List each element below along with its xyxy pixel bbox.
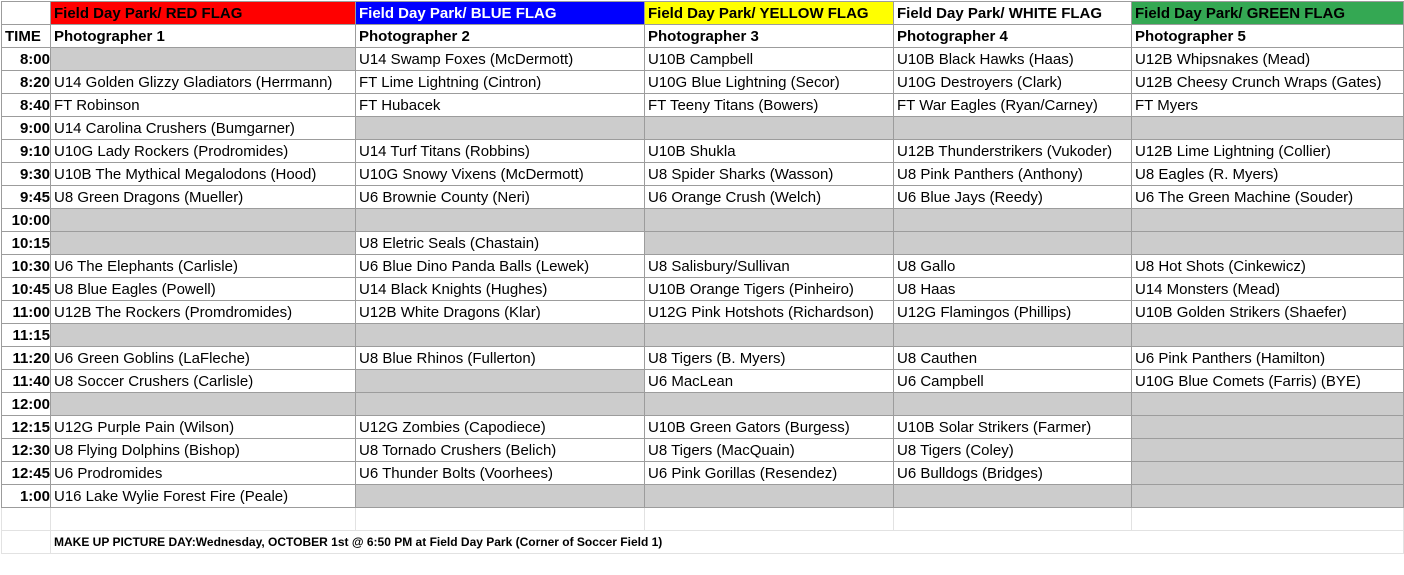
slot-photographer-4[interactable]: [894, 117, 1132, 140]
slot-photographer-4[interactable]: U8 Pink Panthers (Anthony): [894, 163, 1132, 186]
slot-photographer-5[interactable]: U10B Golden Strikers (Shaefer): [1132, 301, 1404, 324]
slot-photographer-4[interactable]: [894, 393, 1132, 416]
slot-photographer-3[interactable]: [645, 232, 894, 255]
slot-photographer-5[interactable]: [1132, 416, 1404, 439]
schedule-row: [2, 485, 1404, 508]
slot-photographer-3[interactable]: U8 Tigers (MacQuain): [645, 439, 894, 462]
schedule-row: [2, 278, 1404, 301]
schedule-row: [2, 370, 1404, 393]
slot-photographer-5[interactable]: [1132, 117, 1404, 140]
slot-photographer-2[interactable]: [356, 117, 645, 140]
slot-photographer-2[interactable]: [356, 485, 645, 508]
slot-photographer-1[interactable]: [51, 324, 356, 347]
time-cell[interactable]: 9:30: [2, 163, 51, 186]
slot-photographer-3[interactable]: [645, 117, 894, 140]
slot-photographer-1[interactable]: [51, 393, 356, 416]
slot-photographer-5[interactable]: FT Myers: [1132, 94, 1404, 117]
slot-photographer-4[interactable]: U10B Black Hawks (Haas): [894, 48, 1132, 71]
slot-photographer-4[interactable]: U6 Bulldogs (Bridges): [894, 462, 1132, 485]
flag-yellow-header[interactable]: Field Day Park/ YELLOW FLAG: [645, 2, 894, 25]
slot-photographer-5[interactable]: U14 Monsters (Mead): [1132, 278, 1404, 301]
time-cell[interactable]: 10:15: [2, 232, 51, 255]
slot-photographer-3[interactable]: [645, 393, 894, 416]
slot-photographer-5[interactable]: [1132, 232, 1404, 255]
slot-photographer-4[interactable]: [894, 232, 1132, 255]
time-cell[interactable]: 8:20: [2, 71, 51, 94]
slot-photographer-2[interactable]: FT Hubacek: [356, 94, 645, 117]
slot-photographer-2[interactable]: U14 Black Knights (Hughes): [356, 278, 645, 301]
slot-photographer-2[interactable]: U8 Eletric Seals (Chastain): [356, 232, 645, 255]
schedule-body: [2, 2, 1404, 508]
slot-photographer-3[interactable]: U6 Orange Crush (Welch): [645, 186, 894, 209]
empty-cell[interactable]: [1132, 508, 1404, 531]
slot-photographer-3[interactable]: U10B Green Gators (Burgess): [645, 416, 894, 439]
schedule-sheet: [1, 1, 1404, 554]
photographer-1-header[interactable]: Photographer 1: [51, 25, 356, 48]
empty-cell[interactable]: [2, 508, 51, 531]
slot-photographer-2[interactable]: U14 Swamp Foxes (McDermott): [356, 48, 645, 71]
slot-photographer-5[interactable]: U12B Cheesy Crunch Wraps (Gates): [1132, 71, 1404, 94]
slot-photographer-5[interactable]: [1132, 462, 1404, 485]
schedule-row: [2, 347, 1404, 370]
slot-photographer-5[interactable]: U10G Blue Comets (Farris) (BYE): [1132, 370, 1404, 393]
schedule-row: [2, 48, 1404, 71]
slot-photographer-5[interactable]: U8 Hot Shots (Cinkewicz): [1132, 255, 1404, 278]
slot-photographer-3[interactable]: U8 Salisbury/Sullivan: [645, 255, 894, 278]
schedule-row: [2, 301, 1404, 324]
photographer-2-header[interactable]: Photographer 2: [356, 25, 645, 48]
footer-row: [2, 531, 1404, 554]
schedule-row: [2, 117, 1404, 140]
slot-photographer-4[interactable]: U10B Solar Strikers (Farmer): [894, 416, 1132, 439]
time-header[interactable]: TIME: [2, 25, 51, 48]
time-cell[interactable]: 8:00: [2, 48, 51, 71]
time-cell[interactable]: 11:40: [2, 370, 51, 393]
schedule-row: [2, 71, 1404, 94]
slot-photographer-3[interactable]: [645, 209, 894, 232]
photographer-4-header[interactable]: Photographer 4: [894, 25, 1132, 48]
slot-photographer-4[interactable]: [894, 209, 1132, 232]
slot-photographer-3[interactable]: [645, 324, 894, 347]
empty-cell[interactable]: [356, 508, 645, 531]
slot-photographer-2[interactable]: FT Lime Lightning (Cintron): [356, 71, 645, 94]
slot-photographer-1[interactable]: FT Robinson: [51, 94, 356, 117]
slot-photographer-4[interactable]: U8 Cauthen: [894, 347, 1132, 370]
slot-photographer-3[interactable]: [645, 485, 894, 508]
photographer-3-header[interactable]: Photographer 3: [645, 25, 894, 48]
slot-photographer-1[interactable]: U6 Green Goblins (LaFleche): [51, 347, 356, 370]
schedule-row: [2, 439, 1404, 462]
photographer-row: [2, 25, 1404, 48]
slot-photographer-4[interactable]: [894, 324, 1132, 347]
slot-photographer-5[interactable]: [1132, 485, 1404, 508]
slot-photographer-2[interactable]: U12G Zombies (Capodiece): [356, 416, 645, 439]
empty-cell[interactable]: [2, 531, 51, 554]
time-cell[interactable]: 1:00: [2, 485, 51, 508]
slot-photographer-1[interactable]: U6 Prodromides: [51, 462, 356, 485]
time-cell[interactable]: 11:00: [2, 301, 51, 324]
slot-photographer-4[interactable]: U10G Destroyers (Clark): [894, 71, 1132, 94]
slot-photographer-3[interactable]: U10B Campbell: [645, 48, 894, 71]
time-cell[interactable]: 11:15: [2, 324, 51, 347]
slot-photographer-2[interactable]: U6 Thunder Bolts (Voorhees): [356, 462, 645, 485]
time-cell[interactable]: 9:45: [2, 186, 51, 209]
flag-red-header[interactable]: Field Day Park/ RED FLAG: [51, 2, 356, 25]
time-cell[interactable]: 12:30: [2, 439, 51, 462]
slot-photographer-1[interactable]: U16 Lake Wylie Forest Fire (Peale): [51, 485, 356, 508]
flag-row: [2, 2, 1404, 25]
empty-cell[interactable]: [645, 508, 894, 531]
schedule-row: [2, 209, 1404, 232]
slot-photographer-5[interactable]: U8 Eagles (R. Myers): [1132, 163, 1404, 186]
schedule-row: [2, 324, 1404, 347]
slot-photographer-1[interactable]: [51, 232, 356, 255]
slot-photographer-2[interactable]: U6 Brownie County (Neri): [356, 186, 645, 209]
schedule-row: [2, 416, 1404, 439]
schedule-row: [2, 393, 1404, 416]
time-cell[interactable]: 8:40: [2, 94, 51, 117]
photographer-5-header[interactable]: Photographer 5: [1132, 25, 1404, 48]
sheet-tail: [2, 508, 1404, 554]
slot-photographer-4[interactable]: U6 Blue Jays (Reedy): [894, 186, 1132, 209]
time-cell[interactable]: 11:20: [2, 347, 51, 370]
schedule-row: [2, 163, 1404, 186]
slot-photographer-1[interactable]: U8 Flying Dolphins (Bishop): [51, 439, 356, 462]
slot-photographer-4[interactable]: FT War Eagles (Ryan/Carney): [894, 94, 1132, 117]
corner-cell[interactable]: [2, 2, 51, 25]
flag-blue-header[interactable]: Field Day Park/ BLUE FLAG: [356, 2, 645, 25]
time-cell[interactable]: 12:00: [2, 393, 51, 416]
slot-photographer-5[interactable]: [1132, 393, 1404, 416]
slot-photographer-5[interactable]: [1132, 439, 1404, 462]
slot-photographer-3[interactable]: U10G Blue Lightning (Secor): [645, 71, 894, 94]
schedule-row: [2, 94, 1404, 117]
slot-photographer-1[interactable]: U12B The Rockers (Promdromides): [51, 301, 356, 324]
slot-photographer-5[interactable]: U6 The Green Machine (Souder): [1132, 186, 1404, 209]
schedule-row: [2, 186, 1404, 209]
slot-photographer-2[interactable]: U14 Turf Titans (Robbins): [356, 140, 645, 163]
time-cell[interactable]: 12:15: [2, 416, 51, 439]
slot-photographer-2[interactable]: [356, 324, 645, 347]
slot-photographer-4[interactable]: U8 Tigers (Coley): [894, 439, 1132, 462]
slot-photographer-4[interactable]: U8 Gallo: [894, 255, 1132, 278]
flag-white-header[interactable]: Field Day Park/ WHITE FLAG: [894, 2, 1132, 25]
slot-photographer-1[interactable]: U14 Golden Glizzy Gladiators (Herrmann): [51, 71, 356, 94]
slot-photographer-4[interactable]: U12G Flamingos (Phillips): [894, 301, 1132, 324]
slot-photographer-2[interactable]: U12B White Dragons (Klar): [356, 301, 645, 324]
time-cell[interactable]: 12:45: [2, 462, 51, 485]
slot-photographer-5[interactable]: [1132, 324, 1404, 347]
slot-photographer-1[interactable]: [51, 48, 356, 71]
slot-photographer-4[interactable]: U8 Haas: [894, 278, 1132, 301]
slot-photographer-5[interactable]: U12B Whipsnakes (Mead): [1132, 48, 1404, 71]
slot-photographer-5[interactable]: U6 Pink Panthers (Hamilton): [1132, 347, 1404, 370]
slot-photographer-3[interactable]: U6 MacLean: [645, 370, 894, 393]
slot-photographer-4[interactable]: [894, 485, 1132, 508]
slot-photographer-1[interactable]: U6 The Elephants (Carlisle): [51, 255, 356, 278]
slot-photographer-2[interactable]: U6 Blue Dino Panda Balls (Lewek): [356, 255, 645, 278]
empty-cell[interactable]: [51, 508, 356, 531]
time-cell[interactable]: 9:10: [2, 140, 51, 163]
slot-photographer-3[interactable]: U10B Shukla: [645, 140, 894, 163]
slot-photographer-5[interactable]: U12B Lime Lightning (Collier): [1132, 140, 1404, 163]
slot-photographer-3[interactable]: U6 Pink Gorillas (Resendez): [645, 462, 894, 485]
slot-photographer-1[interactable]: U8 Green Dragons (Mueller): [51, 186, 356, 209]
slot-photographer-1[interactable]: [51, 209, 356, 232]
slot-photographer-1[interactable]: U8 Soccer Crushers (Carlisle): [51, 370, 356, 393]
slot-photographer-2[interactable]: [356, 370, 645, 393]
slot-photographer-3[interactable]: U8 Spider Sharks (Wasson): [645, 163, 894, 186]
slot-photographer-2[interactable]: [356, 209, 645, 232]
slot-photographer-1[interactable]: U14 Carolina Crushers (Bumgarner): [51, 117, 356, 140]
spacer-row: [2, 508, 1404, 531]
schedule-row: [2, 140, 1404, 163]
slot-photographer-3[interactable]: U10B Orange Tigers (Pinheiro): [645, 278, 894, 301]
slot-photographer-2[interactable]: U8 Blue Rhinos (Fullerton): [356, 347, 645, 370]
time-cell[interactable]: 10:45: [2, 278, 51, 301]
time-cell[interactable]: 9:00: [2, 117, 51, 140]
slot-photographer-1[interactable]: U12G Purple Pain (Wilson): [51, 416, 356, 439]
schedule-row: [2, 255, 1404, 278]
flag-green-header[interactable]: Field Day Park/ GREEN FLAG: [1132, 2, 1404, 25]
slot-photographer-1[interactable]: U10B The Mythical Megalodons (Hood): [51, 163, 356, 186]
slot-photographer-2[interactable]: [356, 393, 645, 416]
empty-cell[interactable]: [894, 508, 1132, 531]
slot-photographer-3[interactable]: U8 Tigers (B. Myers): [645, 347, 894, 370]
slot-photographer-5[interactable]: [1132, 209, 1404, 232]
slot-photographer-1[interactable]: U8 Blue Eagles (Powell): [51, 278, 356, 301]
time-cell[interactable]: 10:30: [2, 255, 51, 278]
schedule-row: [2, 462, 1404, 485]
makeup-day-note[interactable]: MAKE UP PICTURE DAY:Wednesday, OCTOBER 1st @ 6:50 PM at Field Day Park (Corner of Soccer Field 1): [51, 531, 1404, 554]
slot-photographer-4[interactable]: U6 Campbell: [894, 370, 1132, 393]
slot-photographer-3[interactable]: FT Teeny Titans (Bowers): [645, 94, 894, 117]
slot-photographer-2[interactable]: U8 Tornado Crushers (Belich): [356, 439, 645, 462]
slot-photographer-3[interactable]: U12G Pink Hotshots (Richardson): [645, 301, 894, 324]
slot-photographer-4[interactable]: U12B Thunderstrikers (Vukoder): [894, 140, 1132, 163]
slot-photographer-2[interactable]: U10G Snowy Vixens (McDermott): [356, 163, 645, 186]
schedule-row: [2, 232, 1404, 255]
slot-photographer-1[interactable]: U10G Lady Rockers (Prodromides): [51, 140, 356, 163]
time-cell[interactable]: 10:00: [2, 209, 51, 232]
